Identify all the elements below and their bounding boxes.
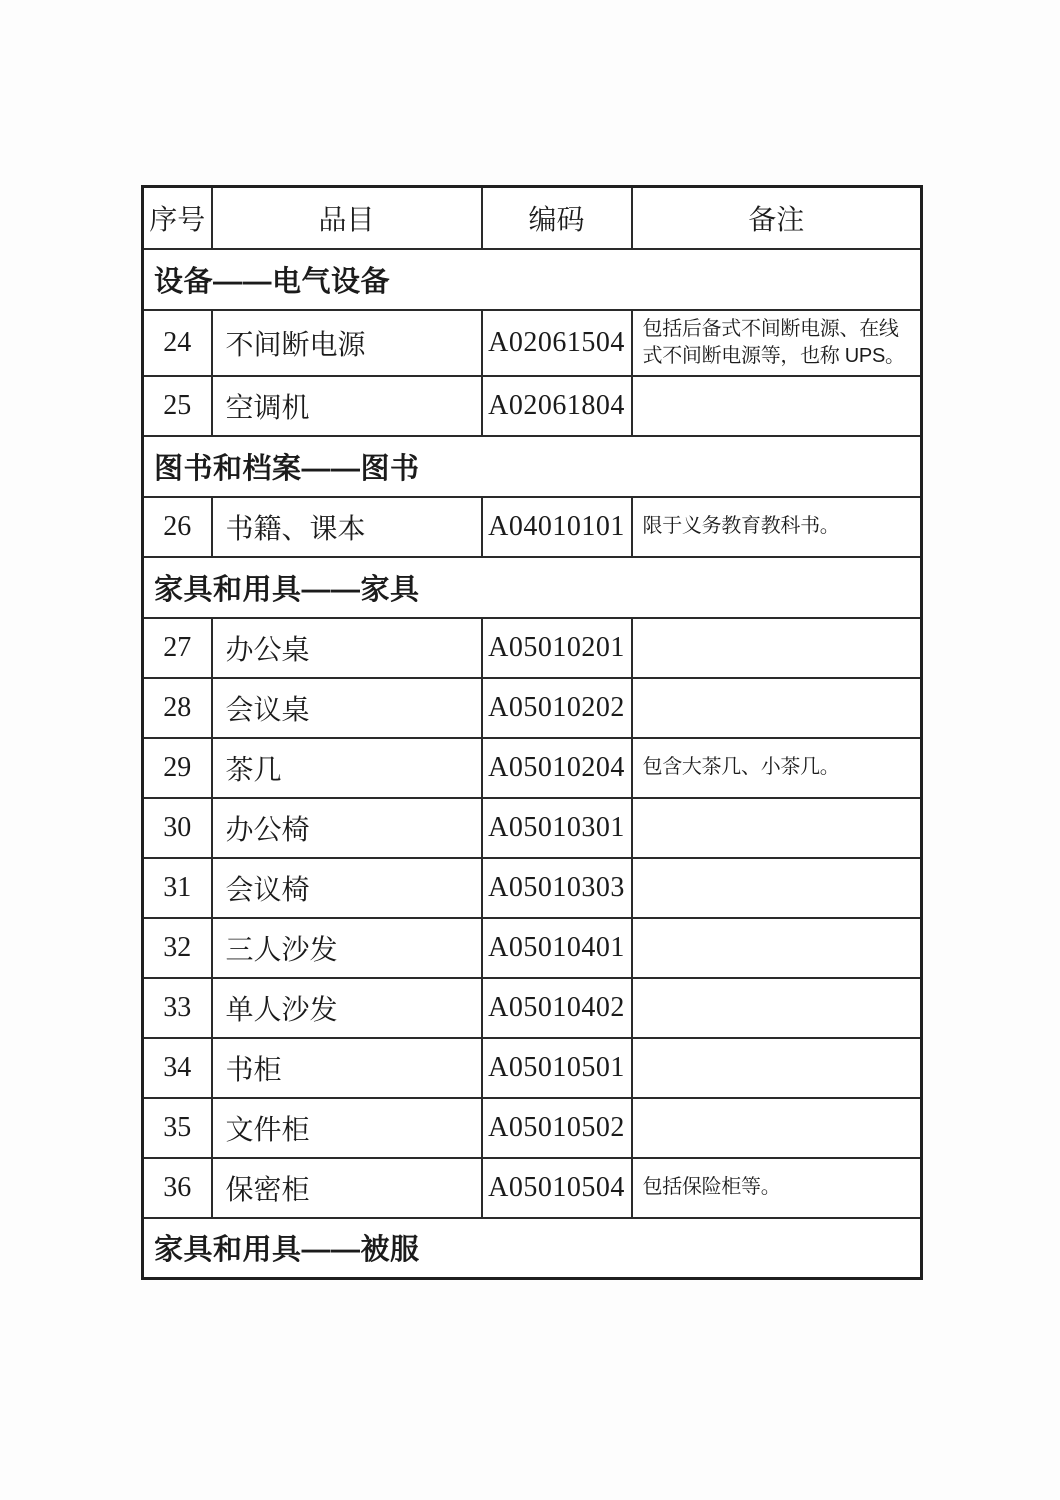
column-header-note: 备注 xyxy=(632,187,922,249)
column-header-name: 品目 xyxy=(212,187,482,249)
item-name-cell: 空调机 xyxy=(212,376,482,436)
item-code-cell: A04010101 xyxy=(482,497,632,557)
table-row xyxy=(143,798,922,858)
item-name-cell: 办公桌 xyxy=(212,618,482,678)
column-header-no: 序号 xyxy=(143,187,212,249)
item-note-cell xyxy=(632,618,922,678)
table-row xyxy=(143,858,922,918)
row-number-cell: 31 xyxy=(143,858,212,918)
item-note-cell xyxy=(632,918,922,978)
row-number-cell: 30 xyxy=(143,798,212,858)
item-name-cell: 会议椅 xyxy=(212,858,482,918)
table-body xyxy=(143,249,922,1279)
item-name-cell: 茶几 xyxy=(212,738,482,798)
item-catalog-table xyxy=(141,185,923,1280)
item-code-cell: A02061804 xyxy=(482,376,632,436)
item-code-cell: A05010301 xyxy=(482,798,632,858)
item-code-cell: A05010501 xyxy=(482,1038,632,1098)
item-name-cell: 保密柜 xyxy=(212,1158,482,1218)
row-number-cell: 24 xyxy=(143,310,212,376)
table-header-row xyxy=(143,187,922,249)
item-code-cell: A02061504 xyxy=(482,310,632,376)
section-row xyxy=(143,1218,922,1279)
table-row xyxy=(143,1158,922,1218)
section-label: 家具和用具——家具 xyxy=(143,557,922,618)
section-label: 家具和用具——被服 xyxy=(143,1218,922,1279)
item-note-cell xyxy=(632,1098,922,1158)
item-code-cell: A05010204 xyxy=(482,738,632,798)
item-code-cell: A05010202 xyxy=(482,678,632,738)
row-number-cell: 28 xyxy=(143,678,212,738)
table-row xyxy=(143,738,922,798)
section-label: 图书和档案——图书 xyxy=(143,436,922,497)
item-note-cell xyxy=(632,376,922,436)
item-note-cell xyxy=(632,678,922,738)
item-note-cell: 包含大茶几、小茶几。 xyxy=(632,738,922,798)
column-header-code: 编码 xyxy=(482,187,632,249)
item-code-cell: A05010402 xyxy=(482,978,632,1038)
item-code-cell: A05010504 xyxy=(482,1158,632,1218)
section-label: 设备——电气设备 xyxy=(143,249,922,310)
table-row xyxy=(143,618,922,678)
table-row xyxy=(143,1098,922,1158)
item-code-cell: A05010401 xyxy=(482,918,632,978)
row-number-cell: 29 xyxy=(143,738,212,798)
row-number-cell: 27 xyxy=(143,618,212,678)
item-note-cell xyxy=(632,858,922,918)
item-code-cell: A05010201 xyxy=(482,618,632,678)
item-name-cell: 单人沙发 xyxy=(212,978,482,1038)
item-note-cell xyxy=(632,1038,922,1098)
item-name-cell: 不间断电源 xyxy=(212,310,482,376)
section-row xyxy=(143,249,922,310)
item-name-cell: 会议桌 xyxy=(212,678,482,738)
item-name-cell: 书籍、课本 xyxy=(212,497,482,557)
row-number-cell: 33 xyxy=(143,978,212,1038)
table-row xyxy=(143,310,922,376)
row-number-cell: 36 xyxy=(143,1158,212,1218)
item-note-cell xyxy=(632,798,922,858)
table-row xyxy=(143,918,922,978)
item-name-cell: 文件柜 xyxy=(212,1098,482,1158)
item-name-cell: 三人沙发 xyxy=(212,918,482,978)
section-row xyxy=(143,436,922,497)
item-code-cell: A05010303 xyxy=(482,858,632,918)
section-row xyxy=(143,557,922,618)
table-row xyxy=(143,376,922,436)
row-number-cell: 26 xyxy=(143,497,212,557)
row-number-cell: 25 xyxy=(143,376,212,436)
item-name-cell: 办公椅 xyxy=(212,798,482,858)
item-code-cell: A05010502 xyxy=(482,1098,632,1158)
item-note-cell: 包括后备式不间断电源、在线式不间断电源等，也称 UPS。 xyxy=(632,310,922,376)
item-note-cell: 限于义务教育教科书。 xyxy=(632,497,922,557)
row-number-cell: 32 xyxy=(143,918,212,978)
item-note-cell: 包括保险柜等。 xyxy=(632,1158,922,1218)
table-row xyxy=(143,678,922,738)
table-row xyxy=(143,978,922,1038)
table-row xyxy=(143,497,922,557)
row-number-cell: 35 xyxy=(143,1098,212,1158)
table-row xyxy=(143,1038,922,1098)
row-number-cell: 34 xyxy=(143,1038,212,1098)
item-note-cell xyxy=(632,978,922,1038)
item-name-cell: 书柜 xyxy=(212,1038,482,1098)
